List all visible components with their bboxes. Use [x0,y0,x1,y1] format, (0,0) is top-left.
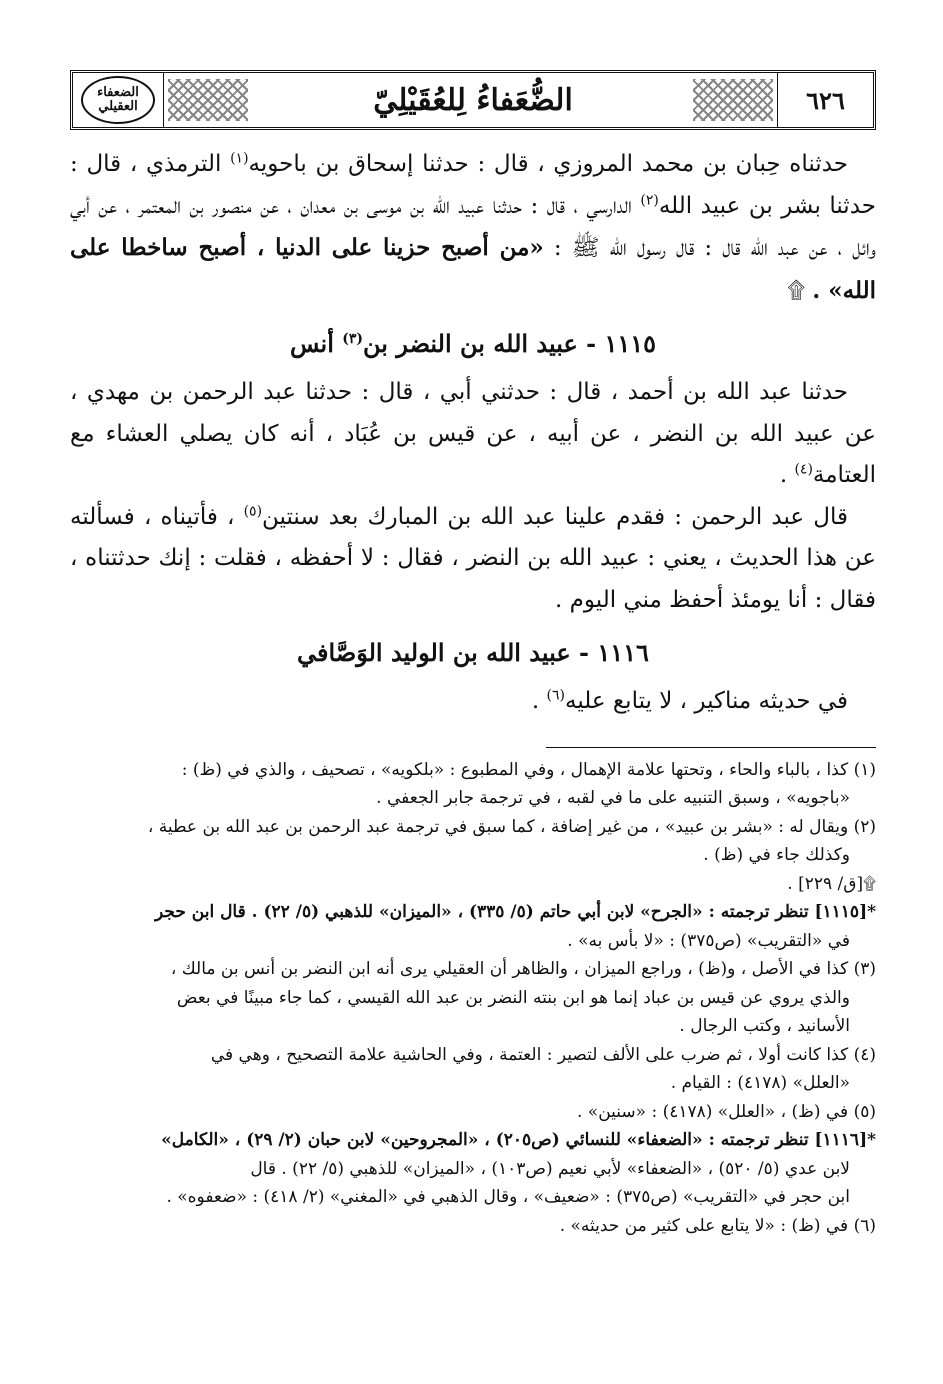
footnote-5: (٥) في (ظ) ، «العلل» (٤١٧٨) : «سنين» . [576,1101,876,1122]
footnote-sources-1115: *[١١١٥] تنظر ترجمته : «الجرح» لابن أبي حاتم (٥/ ٣٣٥) ، «الميزان» للذهبي (٥/ ٢٢) . قال ابن حجر في «التقريب» (ص٣٧٥) : «لا بأس به» . [154,902,876,951]
seal-ring: الضعفاء العقيلي [81,76,155,124]
footnote-6: (٦) في (ظ) : «لا يتابع على كثير من حديثه» . [559,1215,876,1236]
footnote-divider [546,747,876,748]
footnote-ref-6[interactable]: (٦) [546,687,565,704]
main-text [70,144,876,723]
paragraph-1116: في حديثه مناكير ، لا يتابع عليه$^{(٦)}$ . [531,687,848,714]
footnote-4: (٤) كذا كانت أولا ، ثم ضرب على الألف لتصير : العتمة ، وفي الحاشية علامة التصحيح ، وهي في «العلل» (٤١٧٨) : القيام . [210,1044,876,1093]
entry-heading-1115: ١١١٥ - عبيد الله بن النضر بن$^{(٣)}$ أنس [289,329,657,358]
hadith-text: «من أصبح حزينا على الدنيا ، أصبح ساخطا على الله» . [70,234,876,304]
footnote-folio: ۩[ق/ ٢٢٩] . [787,873,876,894]
footnote-ref-3[interactable]: (٣) [342,331,364,347]
footnote-1: (١) كذا ، بالباء والحاء ، وتحتها علامة الإهمال ، وفي المطبوع : «بلكويه» ، تصحيف ، والذي في (ظ) : «باجويه» ، وسبق التنبيه على ما في لقبه ، في ترجمة جابر الجعفي . [181,759,876,808]
footnotes [70,756,876,1241]
footnote-3: (٣) كذا في الأصل ، و(ظ) ، وراجع الميزان ، والظاهر أن العقيلي يرى أنه ابن النضر بن أنس بن مالك ، والذي يروي عن قيس بن عباد إنما هو ابن بنته النضر بن عبد الله القيسي ، كما جاء مبينًا في بعض الأسانيد ، وكتب الرجال . [170,959,876,1036]
footnote-ref-1[interactable]: (١) [230,150,249,167]
paragraph-1115-b: قال عبد الرحمن : فقدم علينا عبد الله بن المبارك بعد سنتين$^{(٥)}$ ، فأتيناه ، فسألته عن هذا الحديث ، يعني : عبيد الله بن النضر ، فقال : لا أحفظه ، فقلت : إنك حدثتناه ، فقال : أنا يومئذ أحفظ مني اليوم . [70,502,876,613]
book-title: الضُّعَفاءُ لِلعُقَيْلِيّ [373,82,573,118]
footnote-2: (٢) ويقال له : «بشر بن عبيد» ، من غير إضافة ، كما سبق في ترجمة عبد الرحمن بن عبد الله بن عطية ، وكذلك جاء في (ظ) . [147,816,876,865]
book-page [70,70,876,1240]
header-ornament-right [693,79,773,121]
running-header [70,70,876,130]
paragraph-1115-a: حدثنا عبد الله بن أحمد ، قال : حدثني أبي ، قال : حدثنا عبد الرحمن بن مهدي ، عن عبيد الله بن النضر ، عن أبيه ، عن قيس بن عُبَاد ، أنه كان يصلي العشاء مع العتامة$^{(٤)}$ . [70,379,876,488]
paragraph-hadith-isnad: حدثناه حِبان بن محمد المروزي ، قال : حدثنا إسحاق بن باحويه$^{(١)}$ الترمذي ، قال : حدثنا بشر بن عبيد الله$^{(٢)}$ الدارسي ، قال : حدثنا عبيد الله بن موسى بن معدان ، عن منصور بن المعتمر ، عن أبي وائل ، عن عبد الله قال : قال رسول الله ﷺ : «من أصبح حزينا على الدنيا ، أصبح ساخطا على الله» . ۩ [70,150,876,304]
footnote-ref-4[interactable]: (٤) [794,461,813,478]
header-ornament-left [168,79,248,121]
page-number: ٦٢٦ [777,73,873,127]
footnote-ref-2[interactable]: (٢) [640,191,659,208]
manuscript-marker: ۩ [787,277,813,304]
footnote-sources-1116: *[١١١٦] تنظر ترجمته : «الضعفاء» للنسائي (ص٢٠٥) ، «المجروحين» لابن حبان (٢/ ٢٩) ، «الكامل» لابن عدي (٥/ ٥٢٠) ، «الضعفاء» لأبي نعيم (ص١٠٣) ، «الميزان» للذهبي (٥/ ٢٢) . قال ابن حجر في «التقريب» (ص٣٧٥) : «ضعيف» ، وقال الذهبي في «المغني» (٢/ ٤١٨) : «ضعفوه» . [161,1130,876,1207]
entry-heading-1116: ١١١٦ - عبيد الله بن الوليد الوَصَّافي [297,638,649,667]
title-seal [73,73,164,127]
footnote-ref-5[interactable]: (٥) [243,502,263,519]
